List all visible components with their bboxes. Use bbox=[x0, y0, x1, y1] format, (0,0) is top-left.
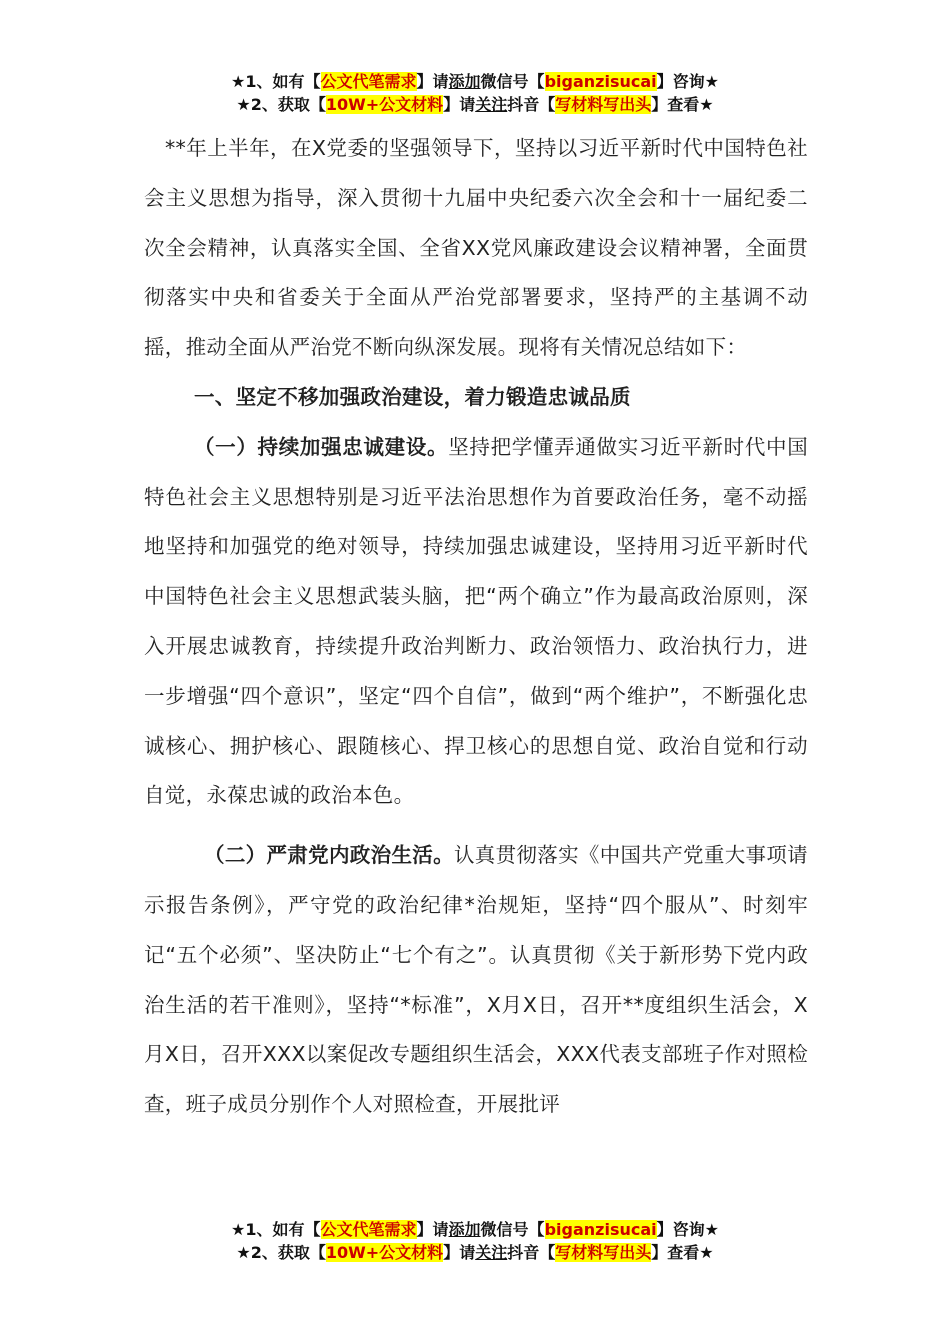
banner-highlight: 公文代笔需求 bbox=[320, 72, 417, 91]
bottom-banner bbox=[0, 1218, 950, 1264]
banner-text: 】咨询★ bbox=[656, 72, 719, 91]
banner-text: 】请 bbox=[416, 72, 449, 91]
banner-highlight: 10W+公文材料 bbox=[325, 1243, 444, 1262]
banner-text: 抖音【 bbox=[507, 95, 556, 114]
top-banner bbox=[0, 70, 950, 116]
intro-paragraph: **年上半年，在X党委的坚强领导下，坚持以习近平新时代中国特色社会主义思想为指导，深入贯彻十九届中央纪委六次全会和十一届纪委二次全会精神，认真落实全国、全省XX党风廉政建设会议精神署，全面贯彻落实中央和省委关于全面从严治党部署要求，坚持严的主基调不动摇，推动全面从严治党不断向纵深发展。现将有关情况总结如下： bbox=[144, 136, 808, 360]
sub-section-2 bbox=[144, 831, 808, 1130]
banner-line-2 bbox=[0, 93, 950, 116]
banner-line-2 bbox=[0, 1241, 950, 1264]
sub-section-title: （一）持续加强忠诚建设。 bbox=[194, 434, 449, 459]
banner-line-1 bbox=[0, 1218, 950, 1241]
banner-text: 抖音【 bbox=[507, 1243, 556, 1262]
banner-text: 】查看★ bbox=[651, 95, 714, 114]
banner-text: 】请 bbox=[416, 1220, 449, 1239]
banner-highlight: 公文代笔需求 bbox=[320, 1220, 417, 1239]
banner-highlight: 写材料写出头 bbox=[555, 1243, 652, 1262]
banner-text: ★2、获取【 bbox=[236, 95, 326, 114]
banner-highlight: biganzisucai bbox=[544, 1220, 657, 1239]
document-body bbox=[144, 124, 808, 1130]
banner-highlight: 10W+公文材料 bbox=[325, 95, 444, 114]
banner-highlight: 写材料写出头 bbox=[555, 95, 652, 114]
banner-text: ★2、获取【 bbox=[236, 1243, 326, 1262]
banner-underline: 关注 bbox=[475, 95, 508, 114]
section-heading: 一、坚定不移加强政治建设，着力锻造忠诚品质 bbox=[194, 384, 631, 409]
banner-text: 】咨询★ bbox=[656, 1220, 719, 1239]
banner-text: 微信号【 bbox=[480, 72, 545, 91]
banner-text: 】请 bbox=[443, 95, 476, 114]
sub-section-text: 坚持把学懂弄通做实习近平新时代中国特色社会主义思想特别是习近平法治思想作为首要政治任务，毫不动摇地坚持和加强党的绝对领导，持续加强忠诚建设，坚持用习近平新时代中国特色社会主义思想武装头脑，把“两个确立”作为最高政治原则，深入开展忠诚教育，持续提升政治判断力、政治领悟力、政治执行力，进一步增强“四个意识”，坚定“四个自信”，做到“两个维护”，不断强化忠诚核心、拥护核心、跟随核心、捍卫核心的思想自觉、政治自觉和行动自觉，永葆忠诚的政治本色。 bbox=[144, 434, 808, 808]
banner-text: 微信号【 bbox=[480, 1220, 545, 1239]
banner-text: ★1、如有【 bbox=[231, 72, 321, 91]
banner-highlight: biganzisucai bbox=[544, 72, 657, 91]
sub-section-text: 认真贯彻落实《中国共产党重大事项请示报告条例》，严守党的政治纪律*治规矩，坚持“四个服从”、时刻牢记“五个必须”、坚决防止“七个有之”。认真贯彻《关于新形势下党内政治生活的若干准则》，坚持“*标准”，X月X日，召开**度组织生活会，X月X日，召开XXX以案促改专题组织生活会，XXX代表支部班子作对照检查，班子成员分别作个人对照检查，开展批评 bbox=[144, 843, 808, 1117]
banner-text: 】请 bbox=[443, 1243, 476, 1262]
sub-section-1 bbox=[144, 423, 808, 821]
banner-underline: 关注 bbox=[475, 1243, 508, 1262]
sub-section-title: （二）严肃党内政治生活。 bbox=[204, 843, 454, 868]
banner-text: 】查看★ bbox=[651, 1243, 714, 1262]
banner-underline: 添加 bbox=[448, 72, 481, 91]
banner-line-1 bbox=[0, 70, 950, 93]
banner-underline: 添加 bbox=[448, 1220, 481, 1239]
banner-text: ★1、如有【 bbox=[231, 1220, 321, 1239]
